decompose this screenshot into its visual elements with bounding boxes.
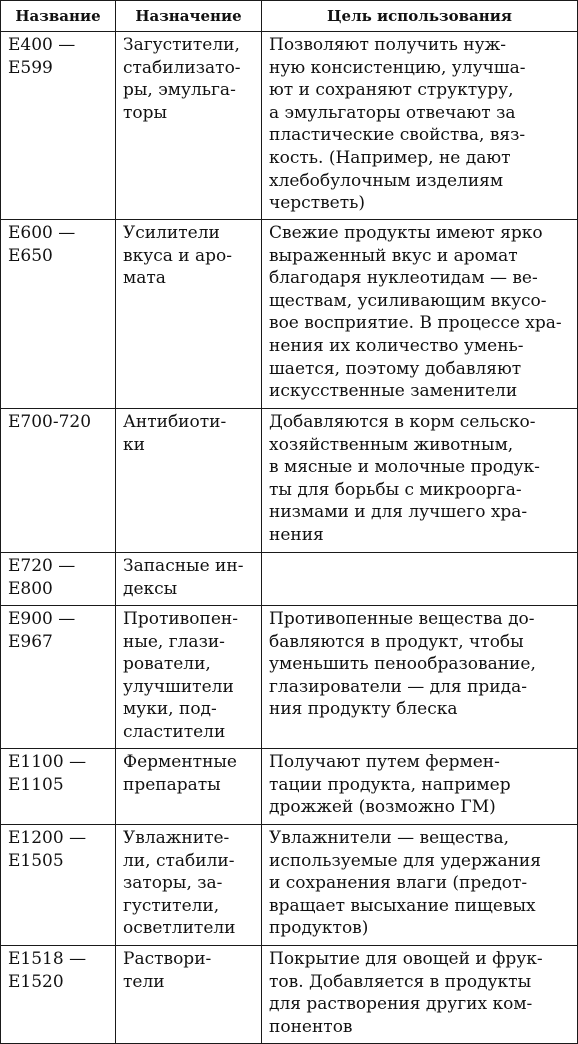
cell-code: E400 — E599 [1,32,116,220]
table-header-row [1,1,578,32]
cell-usage: Увлажнители — вещества, используемые для удержания и сохранения влаги (предот- вращает высыхание пищевых продуктов) [262,825,578,946]
cell-code: E1200 — E1505 [1,825,116,946]
header-purpose: Назначение [116,1,262,32]
cell-usage: Покрытие для овощей и фрук- тов. Добавляется в продукты для растворения других ком- понентов [262,946,578,1044]
table-row [1,32,578,220]
header-usage: Цель использования [262,1,578,32]
cell-purpose: Раствори- тели [116,946,262,1044]
cell-purpose: Ферментные препараты [116,749,262,825]
cell-purpose: Усилители вкуса и аро- мата [116,220,262,409]
cell-code: E700-720 [1,409,116,553]
table-row [1,606,578,749]
cell-code: E720 — E800 [1,553,116,606]
cell-purpose: Загустители, стабилизато- ры, эмульга- торы [116,32,262,220]
table-row [1,220,578,409]
table-row [1,409,578,553]
table-row [1,825,578,946]
table-row [1,553,578,606]
table-row [1,946,578,1044]
table-row [1,749,578,825]
cell-purpose: Запасные ин- дексы [116,553,262,606]
cell-purpose: Противопен- ные, глази- рователи, улучшители муки, под- сластители [116,606,262,749]
cell-usage: Противопенные вещества до- бавляются в продукт, чтобы уменьшить пенообразование, глазирователи — для прида- ния продукту блеска [262,606,578,749]
cell-usage: Получают путем фермен- тации продукта, например дрожжей (возможно ГМ) [262,749,578,825]
cell-usage: Позволяют получить нуж- ную консистенцию, улучша- ют и сохраняют структуру, а эмульгаторы отвечают за пластические свойства, вяз- кость. (Например, не дают хлебобулочным изделиям черстветь) [262,32,578,220]
cell-code: E900 — E967 [1,606,116,749]
cell-code: E1518 — E1520 [1,946,116,1044]
cell-usage: Свежие продукты имеют ярко выраженный вкус и аромат благодаря нуклеотидам — ве- ществам, усиливающим вкусо- вое восприятие. В процессе хра- нения их количество умень- шается, поэтому добавляют искусственные заменители [262,220,578,409]
cell-code: E600 — E650 [1,220,116,409]
cell-purpose: Увлажните- ли, стабили- заторы, за- густители, осветлители [116,825,262,946]
cell-purpose: Антибиоти- ки [116,409,262,553]
cell-usage: Добавляются в корм сельско- хозяйственным животным, в мясные и молочные продук- ты для борьбы с микроорга- низмами и для лучшего хра- нения [262,409,578,553]
cell-usage [262,553,578,606]
cell-code: E1100 — E1105 [1,749,116,825]
header-name: Название [1,1,116,32]
